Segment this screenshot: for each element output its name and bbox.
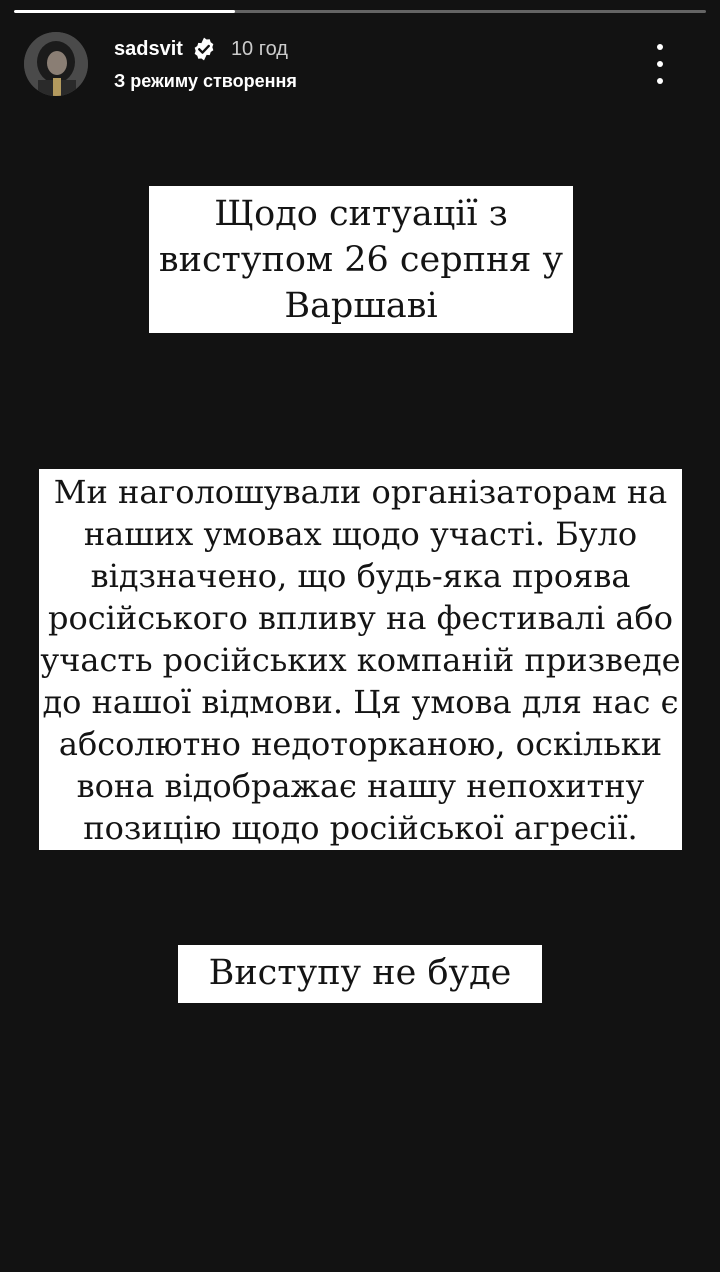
progress-fill bbox=[14, 10, 235, 13]
post-time: 10 год bbox=[230, 37, 288, 60]
statement-line: наших умовах щодо участі. Було bbox=[83, 515, 638, 553]
title-line: виступом 26 серпня у bbox=[158, 240, 564, 280]
title-text-box bbox=[149, 186, 573, 333]
title-line: Щодо ситуації з bbox=[214, 194, 508, 234]
statement-line: російського впливу на фестивалі або bbox=[47, 599, 673, 637]
username[interactable]: sadsvit bbox=[114, 37, 183, 60]
statement-line: абсолютно недоторканою, оскільки bbox=[58, 725, 663, 763]
statement-line: вона відображає нашу непохитну bbox=[76, 767, 645, 805]
statement-text-box bbox=[39, 469, 682, 850]
story-header bbox=[22, 30, 698, 100]
statement-line: Ми наголошували організаторам на bbox=[53, 473, 668, 511]
progress-track bbox=[14, 10, 706, 13]
more-options-icon[interactable] bbox=[648, 44, 672, 84]
story-progress-bar bbox=[14, 10, 706, 13]
statement-line: відзначено, що будь-яка проява bbox=[90, 557, 631, 595]
statement-line: позицію щодо російської агресії. bbox=[83, 809, 638, 847]
statement-line: до нашої відмови. Ця умова для нас є bbox=[42, 683, 679, 721]
username-row bbox=[114, 34, 288, 64]
title-line: Варшаві bbox=[284, 286, 438, 326]
story-subtitle[interactable]: З режиму створення bbox=[114, 71, 297, 91]
verified-badge-icon bbox=[191, 36, 217, 62]
statement-line: участь російських компаній призведе bbox=[40, 641, 681, 679]
footer-text-box: Виступу не буде bbox=[178, 945, 542, 1003]
avatar[interactable] bbox=[24, 32, 88, 96]
